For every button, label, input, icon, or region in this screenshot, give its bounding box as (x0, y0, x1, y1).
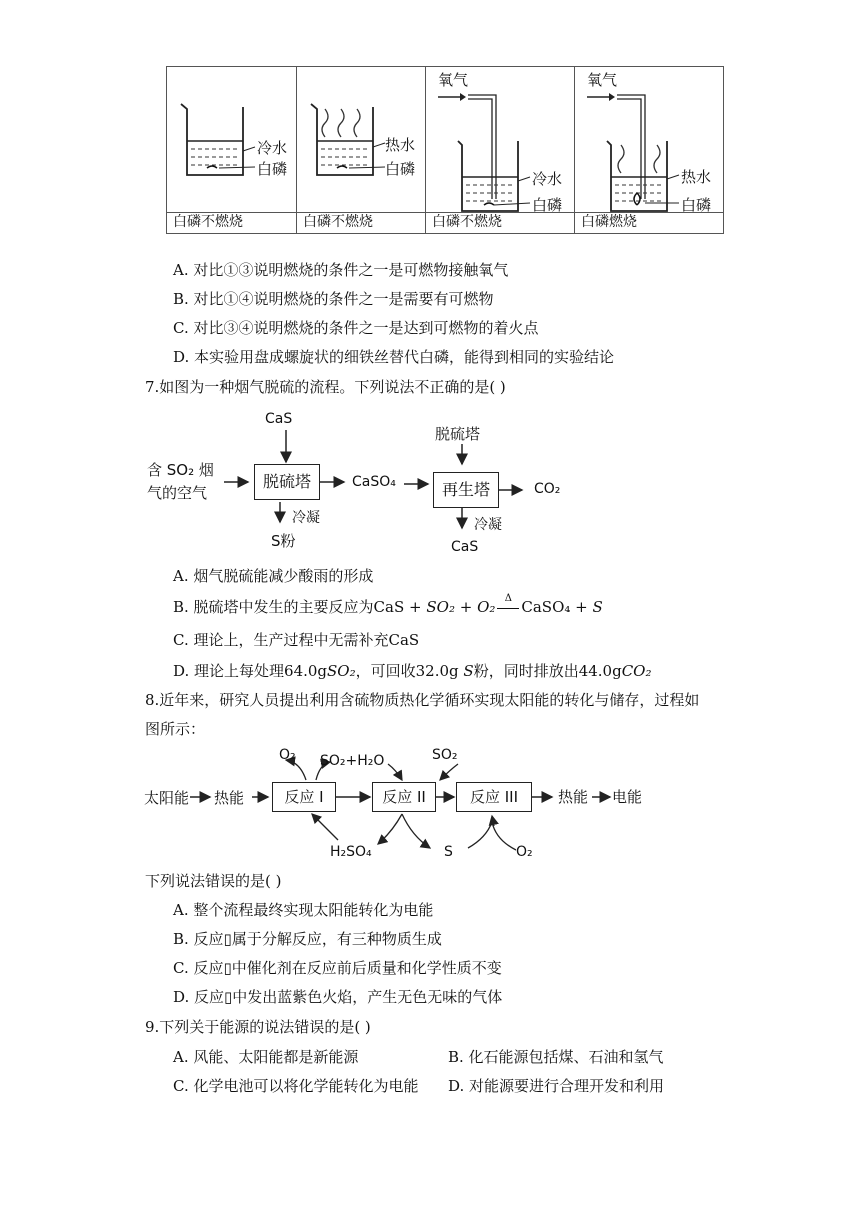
q8-stem-line2: 图所示： (145, 720, 206, 738)
o2-term: O₂ (477, 598, 496, 616)
plus-sign: + (570, 598, 593, 616)
condense-label-2: 冷凝 (474, 517, 502, 533)
condense-label-1: 冷凝 (292, 510, 320, 526)
cell-caption: 白磷不燃烧 (173, 214, 243, 230)
q9-option-b: B. 化石能源包括煤、石油和氢气 (448, 1048, 664, 1066)
flue-gas-input-line1: 含 SO₂ 烟 (147, 461, 214, 479)
reaction-1-box: 反应 I (272, 782, 336, 812)
water-label: 冷水 (532, 170, 563, 188)
q9-stem: 9.下列关于能源的说法错误的是( ) (145, 1018, 371, 1036)
q7-option-b (173, 593, 603, 617)
cell-caption: 白磷不燃烧 (432, 214, 502, 230)
water-label: 冷水 (257, 139, 288, 157)
cas-output-label: CaS (451, 539, 479, 555)
q8-question: 下列说法错误的是( ) (145, 872, 282, 890)
so2-top-label: SO₂ (432, 747, 458, 763)
q7-option-a: A. 烟气脱硫能减少酸雨的形成 (173, 567, 374, 585)
reaction-2-box: 反应 II (372, 782, 436, 812)
co2-output-label: CO₂ (534, 481, 561, 497)
heat-output-label: 热能 (558, 788, 589, 806)
q6-option-a: A. 对比①③说明燃烧的条件之一是可燃物接触氧气 (173, 261, 509, 279)
experiment-cell-4 (574, 66, 724, 234)
o2-top-label: O₂ (279, 747, 296, 763)
plus-sign: + (454, 598, 478, 616)
experiment-cell-1 (166, 66, 297, 234)
q8-option-a: A. 整个流程最终实现太阳能转化为电能 (173, 901, 434, 919)
option-d-mid: ，可回收32.0g (355, 662, 464, 680)
q8-stem-line1: 8.近年来，研究人员提出利用含硫物质热化学循环实现太阳能的转化与储存，过程如 (145, 691, 700, 709)
so2-term: SO₂ (426, 598, 455, 616)
s-term: S (592, 598, 603, 616)
q8-option-b: B. 反应▯属于分解反应，有三种物质生成 (173, 930, 442, 948)
q8-option-c: C. 反应▯中催化剂在反应前后质量和化学性质不变 (173, 959, 502, 977)
caso4-term: CaSO₄ (521, 598, 571, 616)
so2-h2o-label: SO₂+H₂O (320, 753, 385, 769)
option-b-prefix: B. 脱硫塔中发生的主要反应为CaS + (173, 598, 427, 616)
caso4-label: CaSO₄ (352, 474, 396, 490)
sulfur-powder-label: S粉 (271, 532, 296, 550)
sulfur-label: S (444, 844, 453, 860)
water-label: 热水 (681, 168, 712, 186)
so2-term: SO₂ (327, 662, 356, 680)
electric-energy-label: 电能 (612, 788, 643, 806)
flue-gas-input-line2: 气的空气 (147, 484, 208, 502)
oxygen-label: 氧气 (438, 71, 469, 89)
heating-condition (495, 593, 521, 617)
q9-option-c: C. 化学电池可以将化学能转化为电能 (173, 1077, 419, 1095)
cas-input-label: CaS (265, 411, 293, 427)
phosphorus-label: 白磷 (257, 160, 288, 178)
desulfurization-tower-box: 脱硫塔 (254, 464, 320, 500)
heating-symbol: Δ (504, 593, 512, 604)
heat-input-label: 热能 (214, 789, 245, 807)
regeneration-tower-box: 再生塔 (433, 472, 499, 508)
h2so4-label: H₂SO₄ (330, 844, 372, 860)
solar-energy-label: 太阳能 (144, 789, 190, 807)
experiment-cell-3 (425, 66, 575, 234)
q9-option-d: D. 对能源要进行合理开发和利用 (448, 1077, 665, 1095)
q9-option-a: A. 风能、太阳能都是新能源 (173, 1048, 359, 1066)
beaker-cold-water-oxygen-icon (426, 67, 576, 213)
q8-option-d: D. 反应▯中发出蓝紫色火焰，产生无色无味的气体 (173, 988, 503, 1006)
q6-option-b: B. 对比①④说明燃烧的条件之一是需要有可燃物 (173, 290, 494, 308)
phosphorus-label: 白磷 (385, 160, 416, 178)
phosphorus-label: 白磷 (681, 196, 712, 214)
s-term: S (463, 662, 474, 680)
q7-option-d (173, 661, 652, 681)
experiment-cell-2 (296, 66, 426, 234)
cell-caption: 白磷燃烧 (581, 214, 637, 230)
reaction-3-box: 反应 III (456, 782, 532, 812)
tower2-input-label: 脱硫塔 (435, 425, 481, 443)
q6-option-d: D. 本实验用盘成螺旋状的细铁丝替代白磷，能得到相同的实验结论 (173, 348, 615, 366)
option-d-prefix: D. 理论上每处理64.0g (173, 662, 328, 680)
q6-option-c: C. 对比③④说明燃烧的条件之一是达到可燃物的着火点 (173, 319, 539, 337)
water-label: 热水 (385, 136, 416, 154)
o2-bottom-label: O₂ (516, 844, 533, 860)
co2-term: CO₂ (621, 662, 652, 680)
beaker-hot-water-oxygen-icon (575, 67, 725, 213)
phosphorus-label: 白磷 (532, 196, 563, 214)
q7-option-c: C. 理论上，生产过程中无需补充CaS (173, 631, 420, 649)
cell-caption: 白磷不燃烧 (303, 214, 373, 230)
oxygen-label: 氧气 (587, 71, 618, 89)
q7-stem: 7.如图为一种烟气脱硫的流程。下列说法不正确的是( ) (145, 378, 506, 396)
option-d-mid2: 粉，同时排放出44.0g (473, 662, 622, 680)
